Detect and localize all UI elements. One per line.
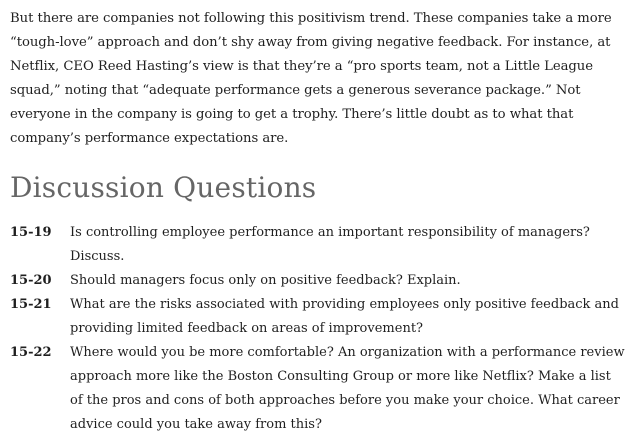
question-text: Is controlling employee performance an important responsibility of managers? Discuss. (70, 225, 590, 264)
question-text: What are the risks associated with providing employees only positive feedback and providing limited feedback on areas of improvement? (70, 297, 619, 336)
question-number: 15-21 (10, 297, 52, 312)
discussion-questions-list (10, 221, 626, 437)
question-number: 15-19 (10, 225, 52, 240)
question-text: Where would you be more comfortable? An organization with a performance review approach more like the Boston Consulting Group or more like Netflix? Make a list of the pros and cons of both approaches before you make your choice. What career advice could you take away from this? (70, 345, 625, 432)
document-page (10, 7, 626, 437)
intro-paragraph: But there are companies not following this positivism trend. These companies take a more “tough-love” approach and don’t shy away from giving negative feedback. For instance, at Netflix, CEO Reed Hasting’s view is that they’re a “pro sports team, not a Little League squad,” noting that “adequate performance gets a generous severance package.” Not everyone in the company is going to get a trophy. There’s little doubt as to what that company’s performance expectations are. (10, 11, 612, 146)
question-item (10, 221, 626, 269)
question-item (10, 269, 626, 293)
question-number: 15-22 (10, 345, 52, 360)
section-heading: Discussion Questions (10, 171, 317, 204)
question-number: 15-20 (10, 273, 52, 288)
question-item (10, 341, 626, 437)
question-item (10, 293, 626, 341)
question-text: Should managers focus only on positive feedback? Explain. (70, 273, 461, 288)
